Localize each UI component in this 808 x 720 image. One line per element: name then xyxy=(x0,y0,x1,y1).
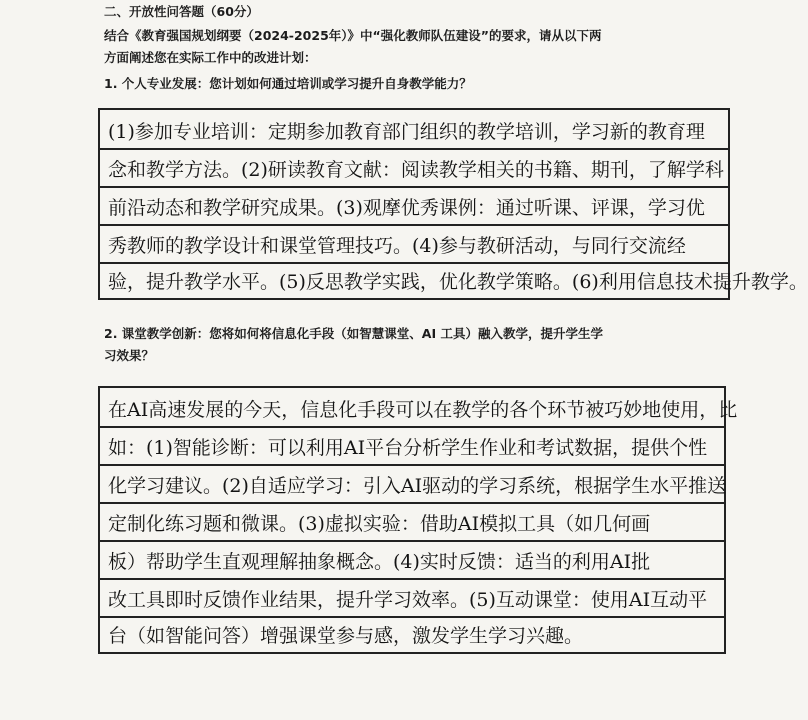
answer-2-line: 如：(1)智能诊断：可以利用AI平台分析学生作业和考试数据，提供个性 xyxy=(108,437,708,459)
intro-line: 结合《教育强国规划纲要（2024-2025年）》中“强化教师队伍建设”的要求，请从以下两 xyxy=(104,28,602,43)
answer-1-line: 前沿动态和教学研究成果。(3)观摩优秀课例：通过听课、评课，学习优 xyxy=(108,197,705,219)
answer-2-line: 化学习建议。(2)自适应学习：引入AI驱动的学习系统，根据学生水平推送 xyxy=(108,475,727,497)
answer-box-1 xyxy=(98,108,808,300)
answer-2-line: 定制化练习题和微课。(3)虚拟实验：借助AI模拟工具（如几何画 xyxy=(108,513,651,535)
answer-1-line: 念和教学方法。(2)研读教育文献：阅读教学相关的书籍、期刊，了解学科 xyxy=(108,159,724,181)
question-2-prompt: 2. 课堂教学创新：您将如何将信息化手段（如智慧课堂、AI 工具）融入教学，提升学生学 xyxy=(104,326,603,341)
intro-line: 方面阐述您在实际工作中的改进计划： xyxy=(104,50,317,65)
answer-2-line: 改工具即时反馈作业结果，提升学习效率。(5)互动课堂：使用AI互动平 xyxy=(108,589,708,611)
answer-2-line: 在AI高速发展的今天，信息化手段可以在教学的各个环节被巧妙地使用，比 xyxy=(108,399,738,421)
answer-2-line: 板）帮助学生直观理解抽象概念。(4)实时反馈：适当的利用AI批 xyxy=(108,551,651,573)
answer-2-line: 台（如智能问答）增强课堂参与感，激发学生学习兴趣。 xyxy=(108,625,584,647)
answer-box-2 xyxy=(98,386,738,654)
section-heading: 二、开放性问答题（60分） xyxy=(104,4,259,19)
answer-1-line: 秀教师的教学设计和课堂管理技巧。(4)参与教研活动，与同行交流经 xyxy=(108,235,686,257)
answer-1-line: 验，提升教学水平。(5)反思教学实践，优化教学策略。(6)利用信息技术提升教学。 xyxy=(108,271,808,293)
question-2-prompt: 习效果？ xyxy=(104,348,155,363)
answer-1-line: (1)参加专业培训：定期参加教育部门组织的教学培训，学习新的教育理 xyxy=(108,121,705,143)
question-1-prompt: 1. 个人专业发展：您计划如何通过培训或学习提升自身教学能力？ xyxy=(104,76,472,91)
